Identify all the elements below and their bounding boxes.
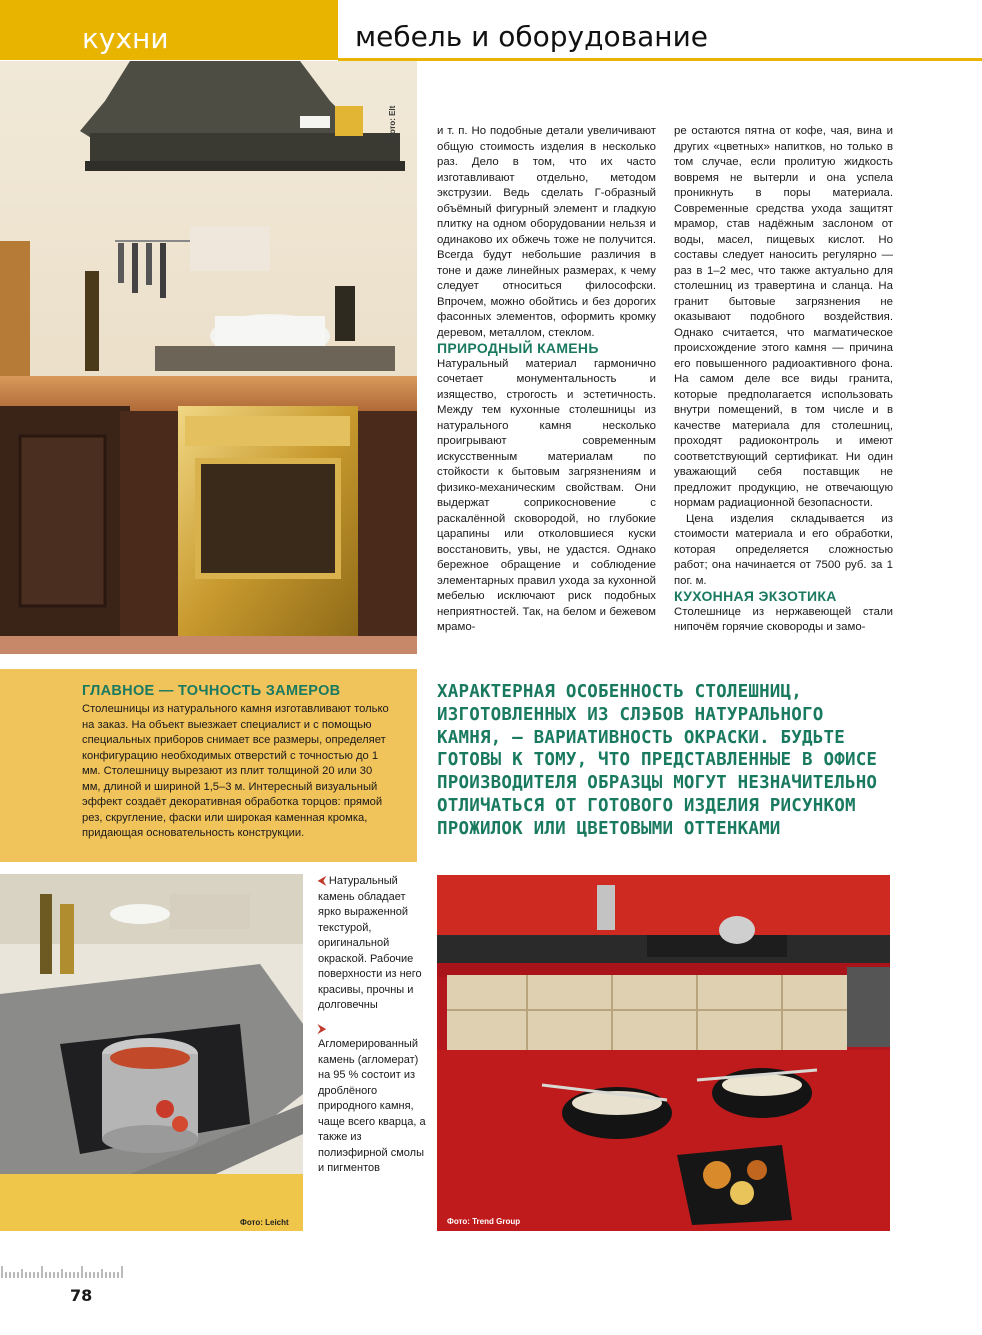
text-column-1 [437,124,656,636]
sidebar-box-heading: ГЛАВНОЕ — ТОЧНОСТЬ ЗАМЕРОВ [82,683,341,699]
captions-block [318,874,428,1177]
col2-paragraph-2: Цена изделия складывается из стоимости материала и его обработки, которая определяется сложностью работ; она начинается от 7500 руб. за 1 пог. м. [674,512,893,587]
photo-granite-hob [0,874,303,1231]
col1-paragraph-1: и т. п. Но подобные детали увеличивают общую стоимость изделия в несколько раз. Дело в том, что их часто изготавливают отдельно, методом экструзии. Ведь сделать Г-образный объёмный фигурный элемент и гладкую плитку на одном оборудовании нельзя и одинаково их обжечь тоже не получится. Всегда будут небольшие различия в тоне и даже линейных размерах, к чему следует относиться философски. Впрочем, можно обойтись и без дорогих фасонных элементов, оформить кромку деревом, металлом, стеклом. [437,125,656,339]
photo-classic-kitchen [0,61,417,654]
pull-quote: ХАРАКТЕРНАЯ ОСОБЕННОСТЬ СТОЛЕШНИЦ, ИЗГОТОВЛЕННЫХ ИЗ СЛЭБОВ НАТУРАЛЬНОГО КАМНЯ, — ВАРИАТИВНОСТЬ ОКРАСКИ. БУДЬТЕ ГОТОВЫ К ТОМУ, ЧТО ПРЕДСТАВЛЕННЫЕ В ОФИСЕ ПРОИЗВОДИТЕЛЯ ОБРАЗЦЫ МОГУТ НЕЗНАЧИТЕЛЬНО ОТЛИЧАТЬСЯ ОТ ГОТОВОГО ИЗДЕЛИЯ РИСУНКОМ ПРОЖИЛОК ИЛИ ЦВЕТОВЫМИ ОТТЕНКАМИ [437,682,878,839]
photo-credit-left: Фото: Leicht [240,1218,289,1227]
text-column-2 [674,124,893,636]
col2-paragraph-1: ре остаются пятна от кофе, чая, вина и других «цветных» напитков, но только в том случае, если пролитую жидкость вовремя не вытерли и она успела проникнуть в поры материала. Современные средства ухода защитят мрамор, став надёжным заслоном от воды, масел, пищевых кислот. Но составы следует наносить регулярно — раз в 1–2 мес, что также актуально для столешниц из травертина и сланца. На гранит бытовые загрязнения не оказывают подобного воздействия. Однако считается, что магматическое происхождение этого камня — причина его повышенного радиоактивного фона. На самом деле все виды гранита, которые предполагается использовать внутри помещений, в том числе и в качестве материала для столешниц, проходят радиоконтроль и имеют соответствующий сертификат. Ни один уважающий себя поставщик не предложит продукцию, не отвечающую нормам радиационной безопасности. [674,125,893,509]
sidebar-box-text: Столешницы из натурального камня изготавливают только на заказ. На объект выезжает специалист и с помощью специальных приборов снимает все размеры, определяет конфигурацию необходимых отверстий с точностью до 1 мм. Столешницу вырезают из плит толщиной 20 или 30 мм, длиной и шириной 1,5–3 м. Интересный визуальный эффект создаёт декоративная обработка торцов: прямой рез, скругление, фаски или широкая каменная кромка, придающая основательность конструкции. [82,703,389,839]
subheading-kitchen-exotic: КУХОННАЯ ЭКЗОТИКА [674,588,837,604]
col1-paragraph-2: Натуральный материал гармонично сочетает монументальность и изящество, строгость и эстетичность. Между тем кухонные столешницы из натурального камня несколько проигрывают современным искусственным материалам по стойкости к бытовым загрязнениям и физико-механическим свойствам. Они выдержат соприкосновение с раскалённой сковородой, но глубокие царапины или отколовшиеся куски восстановить, увы, не удастся. Однако бережное обращение и соблюдение элементарных правил ухода за кухонной мебелью исключают риск подобных неприятностей. Так, на белом и бежевом мрамо- [437,357,656,633]
photo-credit-right: Фото: Trend Group [447,1217,521,1226]
photo-credit-top: Фото: Elt [388,105,397,141]
photo-red-countertop [437,875,890,1231]
section-tab [0,0,338,60]
page-ruler [0,1258,130,1278]
page-number: 78 [70,1286,93,1305]
section-label: кухни [82,22,169,55]
subheading-natural-stone: ПРИРОДНЫЙ КАМЕНЬ [437,340,599,356]
page-title: мебель и оборудование [355,20,708,53]
caption-natural-stone: ⮜ Натуральный камень обладает ярко выраженной текстурой, оригинальной окраской. Рабочие поверхности из него красивы, прочны и долговечны [318,875,422,1011]
caption-agglomerate: ⮞ Агломерированный камень (агломерат) на 95 % состоит из дроблёного природного камня, чаще всего кварца, а также из полиэфирной смолы и пигментов [318,1022,426,1174]
col2-paragraph-3: Столешнице из нержавеющей стали нипочём горячие сковороды и замо- [674,605,893,633]
sidebar-box-measurements [0,669,417,862]
arrow-left-icon: ⮜ [318,875,329,887]
arrow-right-icon: ⮞ [318,1022,326,1035]
header-rule [338,58,982,61]
